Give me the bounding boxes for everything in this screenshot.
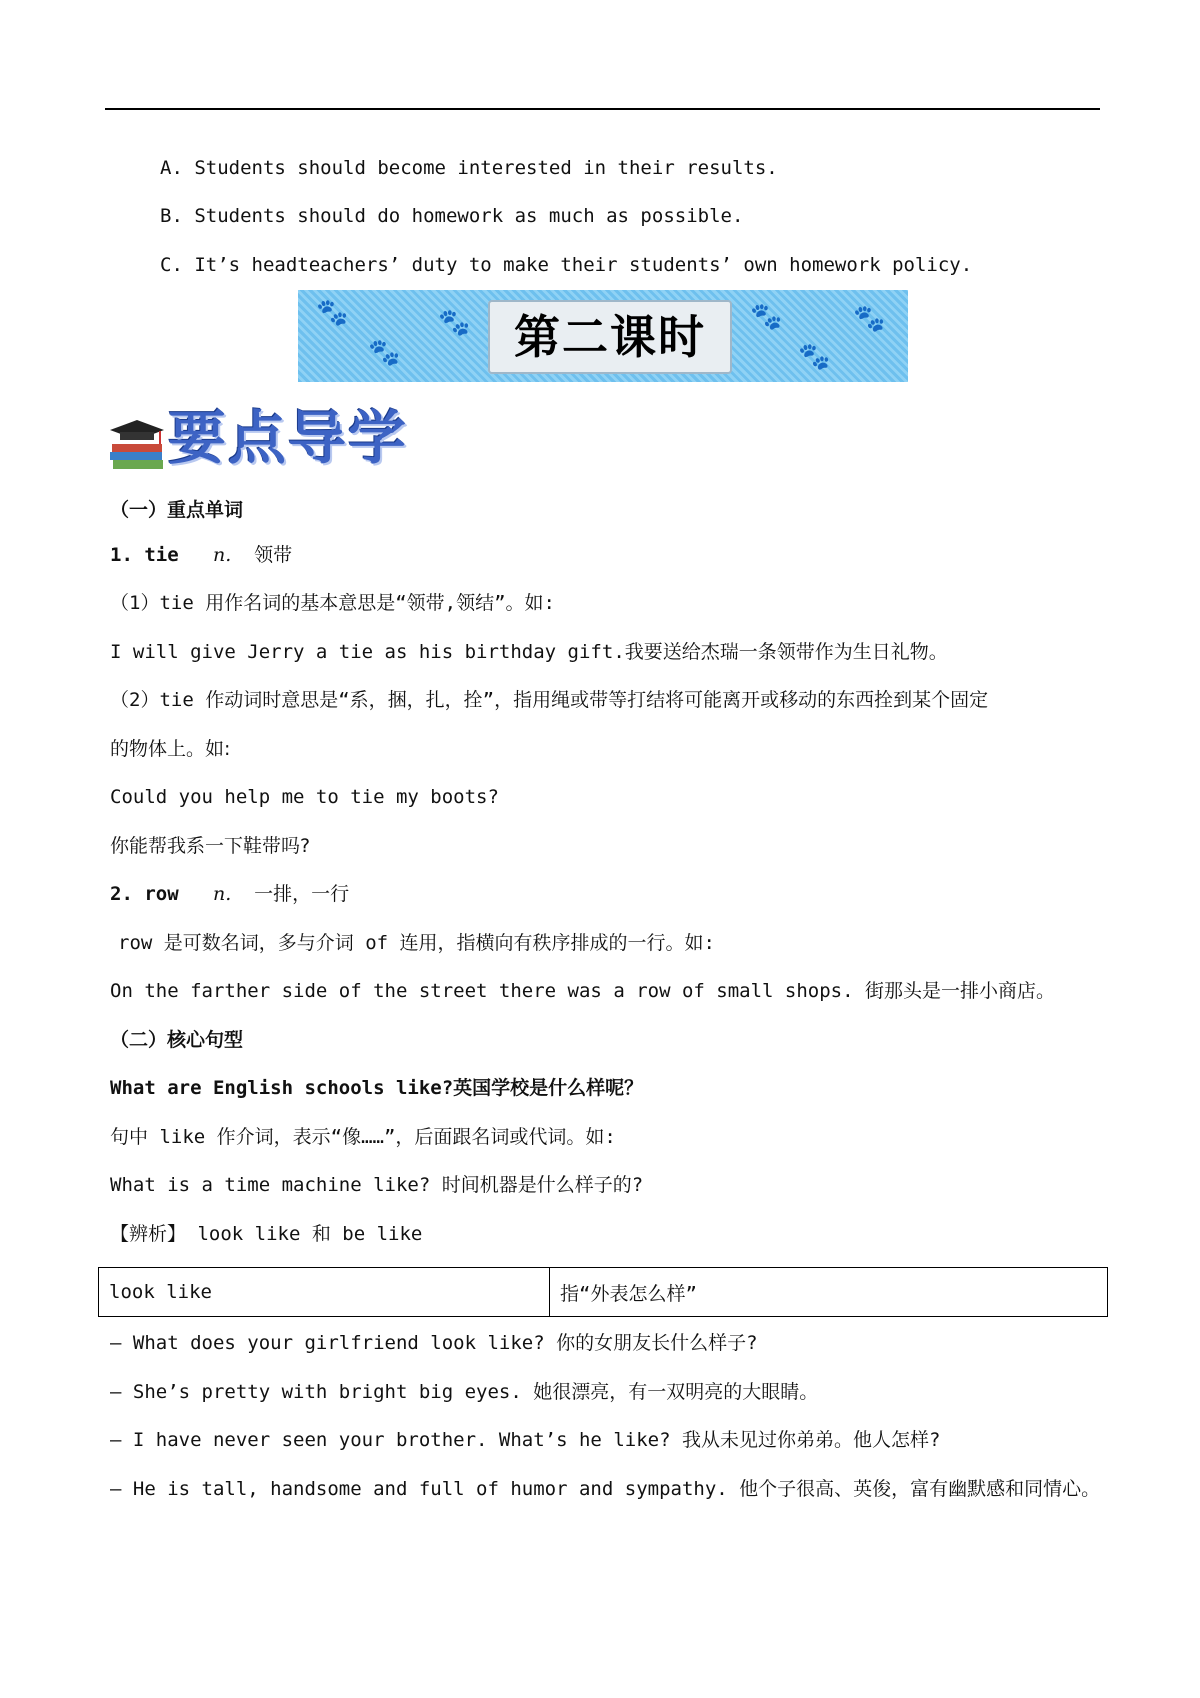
dialog-line-2: — She’s pretty with bright big eyes. 她很漂亮，有一双明亮的大眼睛。 xyxy=(110,1381,819,1403)
word1-line1: （1）tie 用作名词的基本意思是“领带,领结”。如: xyxy=(110,592,555,614)
word2-meaning: 一排，一行 xyxy=(254,883,350,905)
paw-icon: 🐾 xyxy=(316,298,349,328)
word1-line4: 的物体上。如: xyxy=(110,738,231,760)
banner-title: 第二课时 xyxy=(488,300,732,374)
lesson-banner xyxy=(298,290,908,382)
paw-icon: 🐾 xyxy=(368,338,401,368)
paw-icon: 🐾 xyxy=(853,304,886,334)
option-a: A. Students should become interested in their results. xyxy=(160,157,778,179)
books-icon xyxy=(108,418,166,472)
word1-heading xyxy=(110,542,292,568)
comparison-table xyxy=(98,1267,1108,1317)
paw-icon: 🐾 xyxy=(798,342,831,372)
table-cell: 指“外表怎么样” xyxy=(550,1268,1108,1317)
sec2-title: （二）核心句型 xyxy=(110,1029,244,1051)
section-logo xyxy=(108,402,438,474)
sec1-title: （一）重点单词 xyxy=(110,499,244,521)
table-cell: look like xyxy=(99,1268,550,1317)
sec2-line2: What is a time machine like? 时间机器是什么样子的? xyxy=(110,1174,644,1196)
word1-pos: n. xyxy=(212,544,232,566)
section-logo-text: 要点导学 xyxy=(168,404,409,472)
word1-line5: Could you help me to tie my boots? xyxy=(110,786,499,808)
word2-heading xyxy=(110,881,349,907)
word1-meaning: 领带 xyxy=(254,544,293,566)
sec2-line3: 【辨析】 look like 和 be like xyxy=(110,1223,423,1245)
option-b: B. Students should do homework as much as possible. xyxy=(160,205,744,227)
dialog-line-1: — What does your girlfriend look like? 你的女朋友长什么样子? xyxy=(110,1332,758,1354)
sec2-line1: 句中 like 作介词，表示“像……”，后面跟名词或代词。如: xyxy=(110,1126,616,1148)
header-rule xyxy=(105,108,1100,110)
word1-line2: I will give Jerry a tie as his birthday gift.我要送给杰瑞一条领带作为生日礼物。 xyxy=(110,641,948,663)
word2-line2: On the farther side of the street there was a row of small shops. 街那头是一排小商店。 xyxy=(110,980,1055,1002)
dialog-line-3: — I have never seen your brother. What’s he like? 我从未见过你弟弟。他人怎样? xyxy=(110,1429,941,1451)
word1-line6: 你能帮我系一下鞋带吗? xyxy=(110,835,311,857)
option-c: C. It’s headteachers’ duty to make their students’ own homework policy. xyxy=(160,254,973,276)
word2-pos: n. xyxy=(212,883,232,905)
table-row xyxy=(99,1268,1108,1317)
paw-icon: 🐾 xyxy=(750,302,783,332)
word1-term: 1. tie xyxy=(110,544,179,566)
word2-term: 2. row xyxy=(110,883,179,905)
dialog-line-4: — He is tall, handsome and full of humor and sympathy. 他个子很高、英俊，富有幽默感和同情心。 xyxy=(110,1478,1101,1500)
word1-line3: （2）tie 作动词时意思是“系，捆，扎，拴”，指用绳或带等打结将可能离开或移动的东西拴到某个固定 xyxy=(110,689,989,711)
word2-line1: row 是可数名词，多与介词 of 连用，指横向有秩序排成的一行。如: xyxy=(118,932,715,954)
paw-icon: 🐾 xyxy=(438,308,471,338)
sentence-pattern: What are English schools like?英国学校是什么样呢？ xyxy=(110,1077,644,1099)
